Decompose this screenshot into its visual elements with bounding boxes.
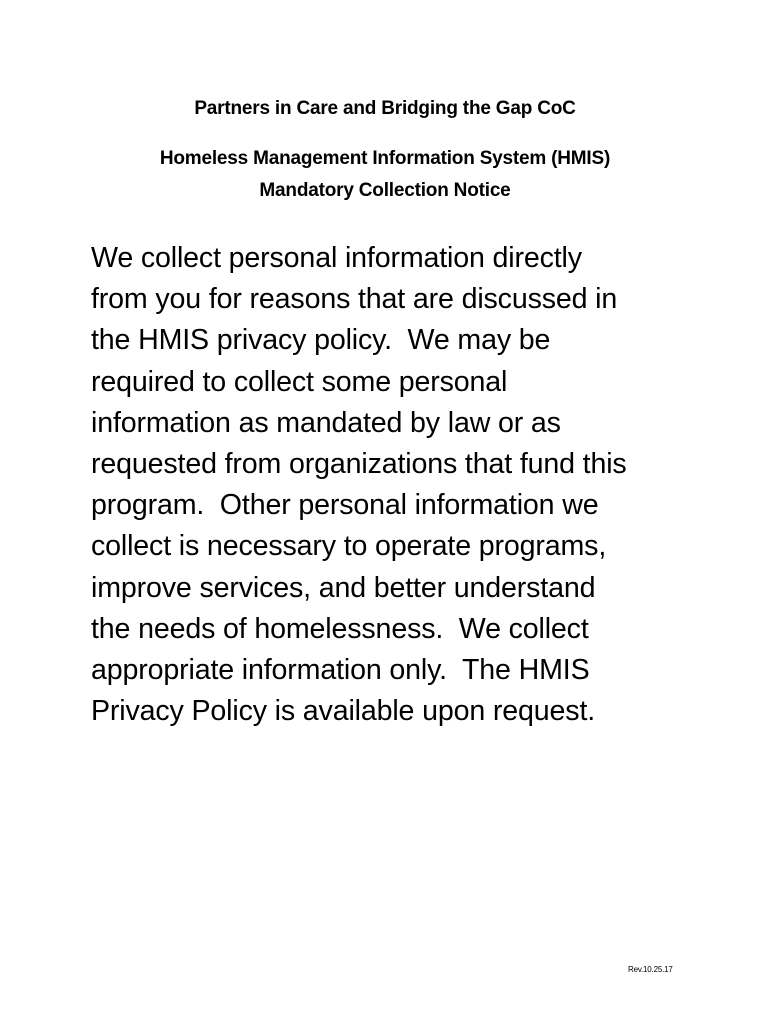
notice-body-line: from you for reasons that are discussed in bbox=[91, 283, 618, 316]
organization-title: Partners in Care and Bridging the Gap CoC bbox=[194, 98, 576, 119]
notice-body-line: program. Other personal information we bbox=[91, 489, 599, 522]
notice-body-line: information as mandated by law or as bbox=[91, 406, 561, 439]
notice-body-line: Privacy Policy is available upon request. bbox=[91, 695, 596, 728]
notice-body-line: required to collect some personal bbox=[91, 365, 508, 398]
notice-body-line: requested from organizations that fund this bbox=[91, 448, 627, 481]
notice-body-line: collect is necessary to operate programs, bbox=[91, 530, 607, 563]
notice-body-line: We collect personal information directly bbox=[91, 242, 582, 274]
notice-body-line: the HMIS privacy policy. We may be bbox=[91, 324, 551, 357]
system-title: Homeless Management Information System (HMIS) bbox=[159, 148, 611, 169]
notice-body-line: improve services, and better understand bbox=[91, 571, 596, 604]
revision-label: Rev.10.25.17 bbox=[628, 965, 673, 974]
notice-title: Mandatory Collection Notice bbox=[259, 180, 511, 201]
notice-body-line: appropriate information only. The HMIS bbox=[91, 654, 590, 687]
notice-body-line: the needs of homelessness. We collect bbox=[91, 612, 589, 645]
notice-body bbox=[91, 238, 691, 732]
